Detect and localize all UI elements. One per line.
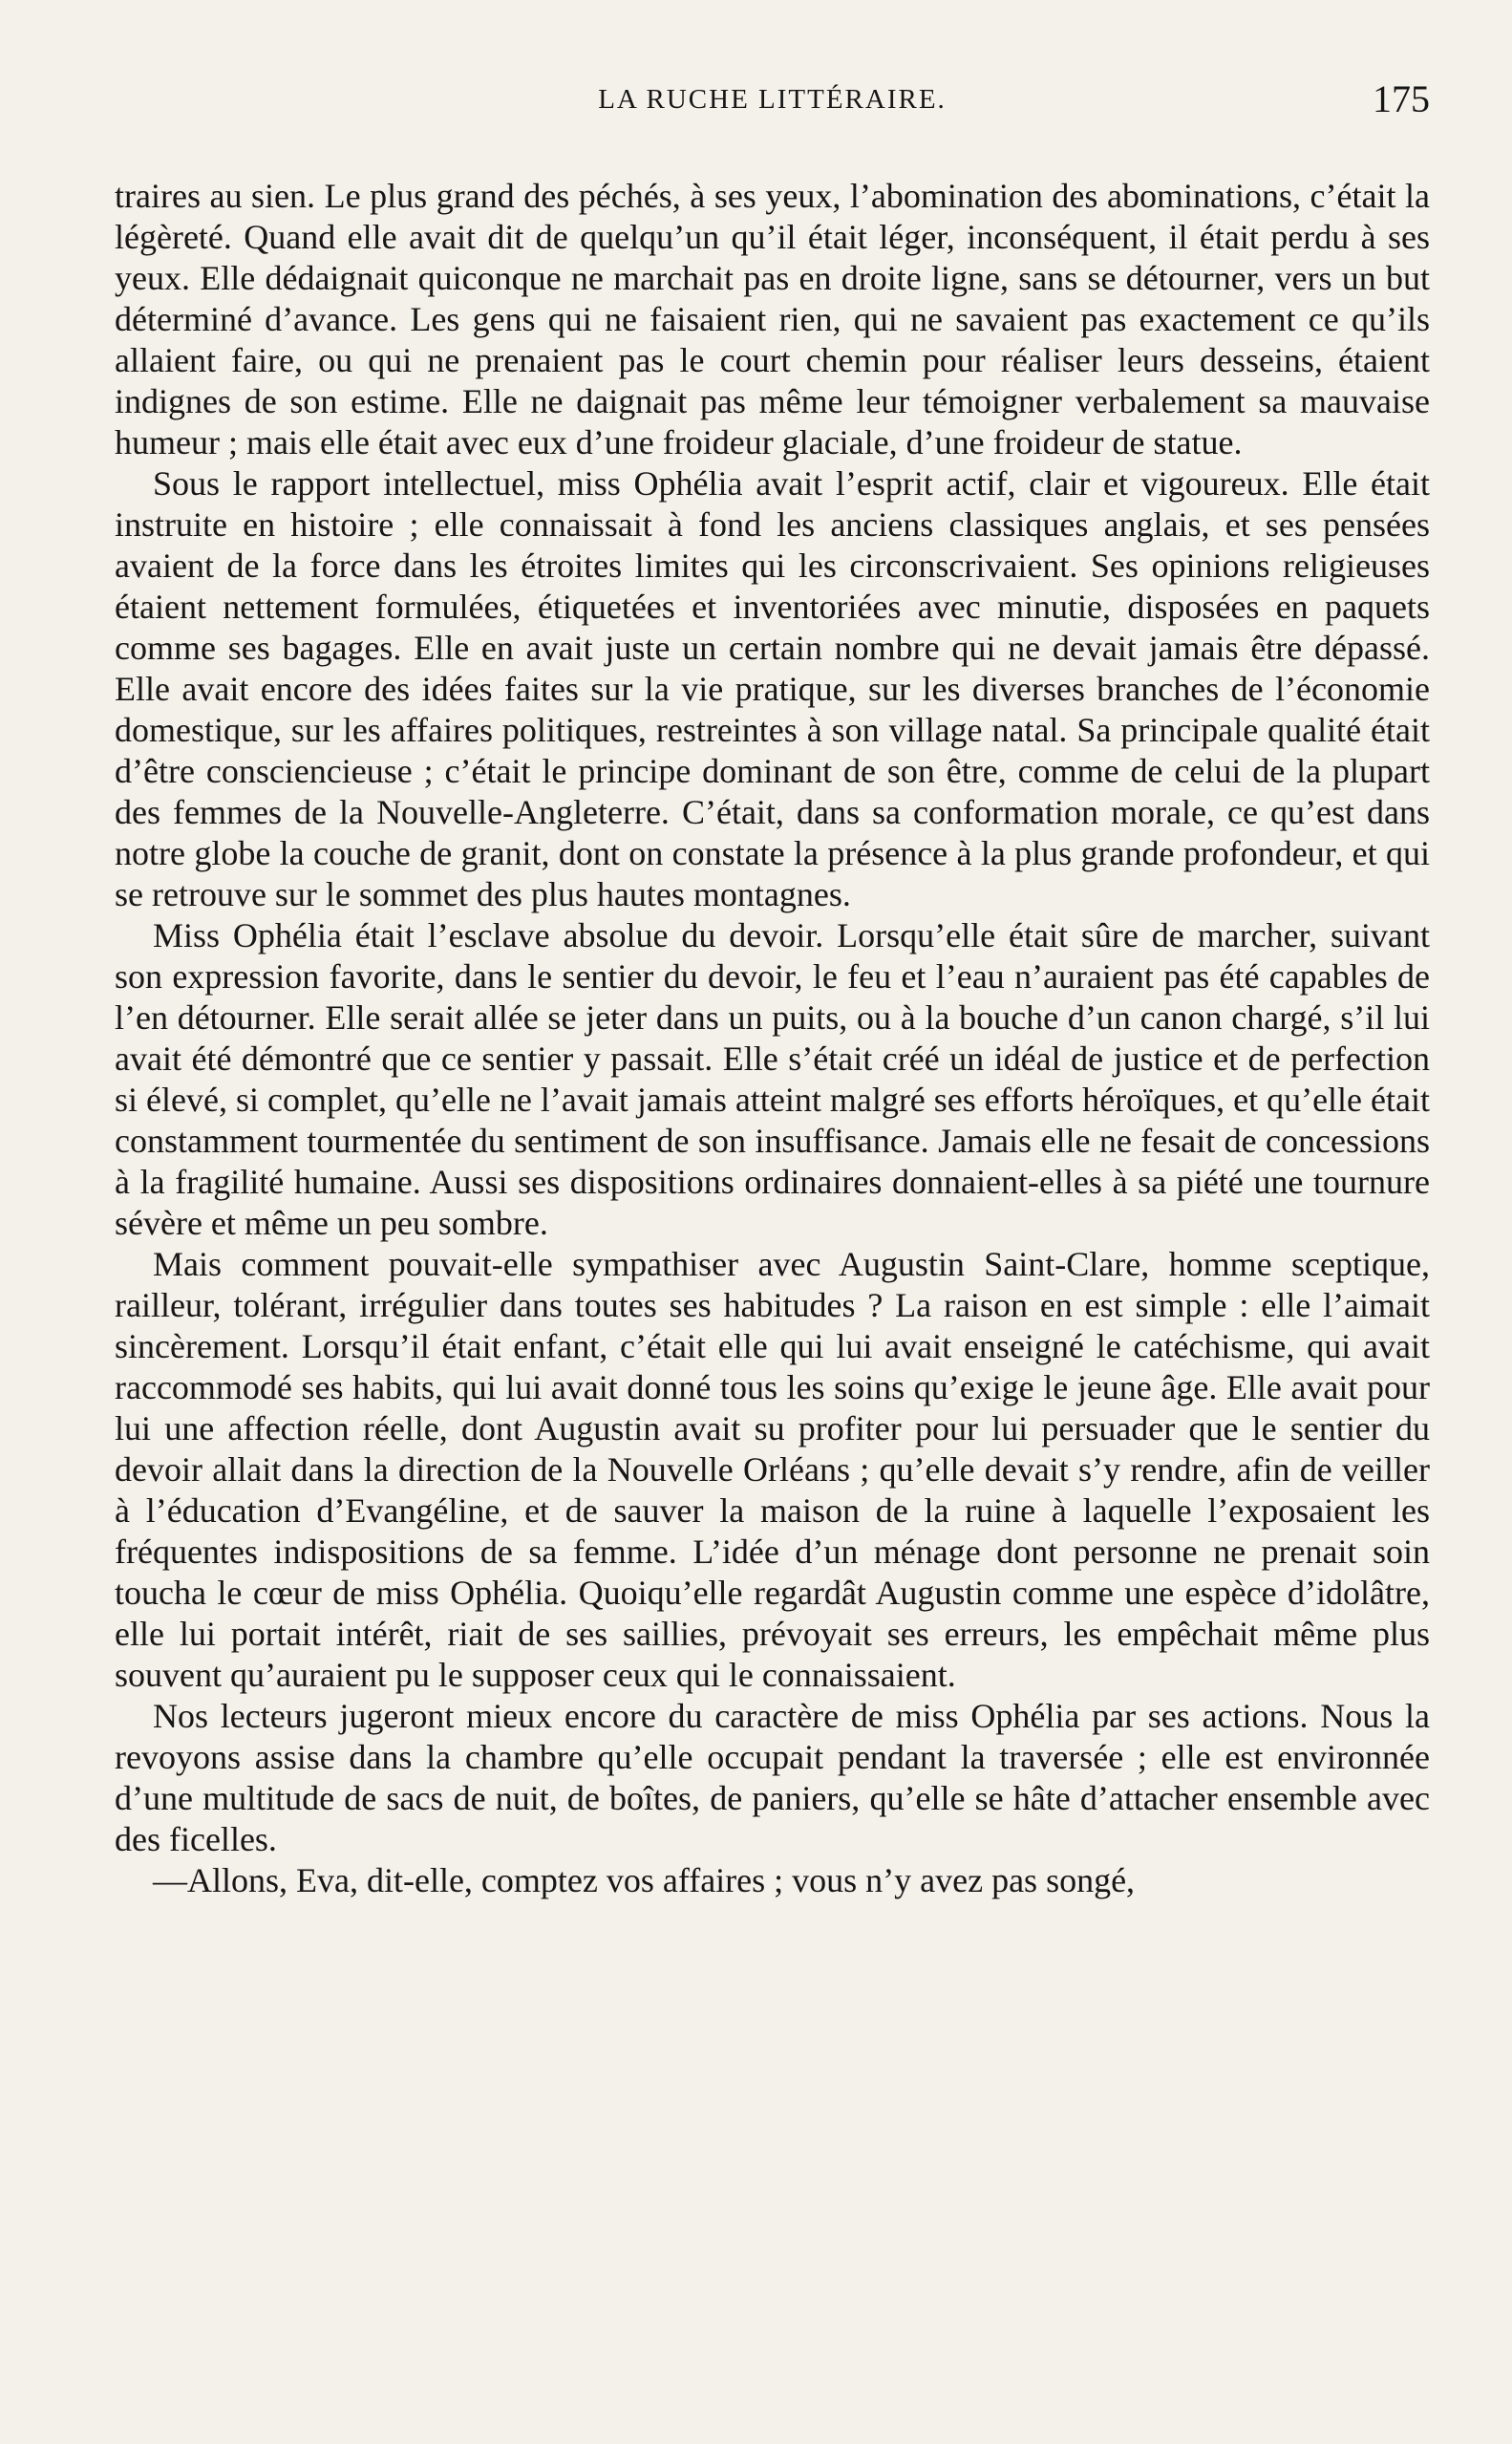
paragraph-continued: traires au sien. Le plus grand des péchés, à ses yeux, l’abomination des abominations, c’était la légèreté. Quand elle avait dit de quelqu’un qu’il était léger, inconséquent, il était perdu à ses yeux. Elle dédaignait quiconque ne marchait pas en droite ligne, sans se détourner, vers un but déterminé d’avance. Les gens qui ne faisaient rien, qui ne savaient pas exactement ce qu’ils allaient faire, ou qui ne prenaient pas le court chemin pour réaliser leurs desseins, étaient indignes de son estime. Elle ne daignait pas même leur témoigner verbalement sa mauvaise humeur ; mais elle était avec eux d’une froideur glaciale, d’une froideur de statue. (115, 177, 1430, 461)
paragraph-intellect: Sous le rapport intellectuel, miss Ophélia avait l’esprit actif, clair et vigoureux. Elle était instruite en histoire ; elle connaissait à fond les anciens classiques anglais, et ses pensées avaient de la force dans les étroites limites qui les circonscrivaient. Ses opinions religieuses étaient nettement formulées, étiquetées et inventoriées avec minutie, disposées en paquets comme ses bagages. Elle en avait juste un certain nombre qui ne devait jamais être dépassé. Elle avait encore des idées faites sur la vie pratique, sur les diverses branches de l’économie domestique, sur les affaires politiques, restreintes à son village natal. Sa principale qualité était d’être consciencieuse ; c’était le principe dominant de son être, comme de celui de la plupart des femmes de la Nouvelle-Angleterre. C’était, dans sa conformation morale, ce qu’est dans notre globe la couche de granit, dont on constate la présence à la plus grande profondeur, et qui se retrouve sur le sommet des plus hautes montagnes. (115, 464, 1430, 913)
body-text (115, 176, 1430, 1901)
paragraph-actions: Nos lecteurs jugeront mieux encore du caractère de miss Ophélia par ses actions. Nous la revoyons assise dans la chambre qu’elle occupait pendant la traversée ; elle est environnée d’une multitude de sacs de nuit, de boîtes, de paniers, qu’elle se hâte d’attacher ensemble avec des ficelles. (115, 1697, 1430, 1858)
paragraph-dialogue: —Allons, Eva, dit-elle, comptez vos affaires ; vous n’y avez pas songé, (153, 1861, 1136, 1899)
paragraph-augustin: Mais comment pouvait-elle sympathiser avec Augustin Saint-Clare, homme sceptique, railleur, tolérant, irrégulier dans toutes ses habitudes ? La raison en est simple : elle l’aimait sincèrement. Lorsqu’il était enfant, c’était elle qui lui avait enseigné le catéchisme, qui avait raccommodé ses habits, qui lui avait donné tous les soins qu’exige le jeune âge. Elle avait pour lui une affection réelle, dont Augustin avait su profiter pour lui persuader que le sentier du devoir allait dans la direction de la Nouvelle Orléans ; qu’elle devait s’y rendre, afin de veiller à l’éducation d’Evangéline, et de sauver la maison de la ruine à laquelle l’exposaient les fréquentes indispositions de sa femme. L’idée d’un ménage dont personne ne prenait soin toucha le cœur de miss Ophélia. Quoiqu’elle regardât Augustin comme une espèce d’idolâtre, elle lui portait intérêt, riait de ses saillies, prévoyait ses erreurs, les empêchait même plus souvent qu’auraient pu le supposer ceux qui le connaissaient. (115, 1245, 1430, 1694)
running-head (115, 75, 1430, 132)
running-title: LA RUCHE LITTÉRAIRE. (598, 84, 947, 115)
page-number: 175 (1373, 77, 1430, 120)
paragraph-duty: Miss Ophélia était l’esclave absolue du devoir. Lorsqu’elle était sûre de marcher, suivant son expression favorite, dans le sentier du devoir, le feu et l’eau n’auraient pas été capables de l’en détourner. Elle serait allée se jeter dans un puits, ou à la bouche d’un canon chargé, s’il lui avait été démontré que ce sentier y passait. Elle s’était créé un idéal de justice et de perfection si élevé, si complet, qu’elle ne l’avait jamais atteint malgré ses efforts héroïques, et qu’elle était constamment tourmentée du sentiment de son insuffisance. Jamais elle ne fesait de concessions à la fragilité humaine. Aussi ses dispositions ordinaires donnaient-elles à sa piété une tournure sévère et même un peu sombre. (115, 916, 1430, 1242)
